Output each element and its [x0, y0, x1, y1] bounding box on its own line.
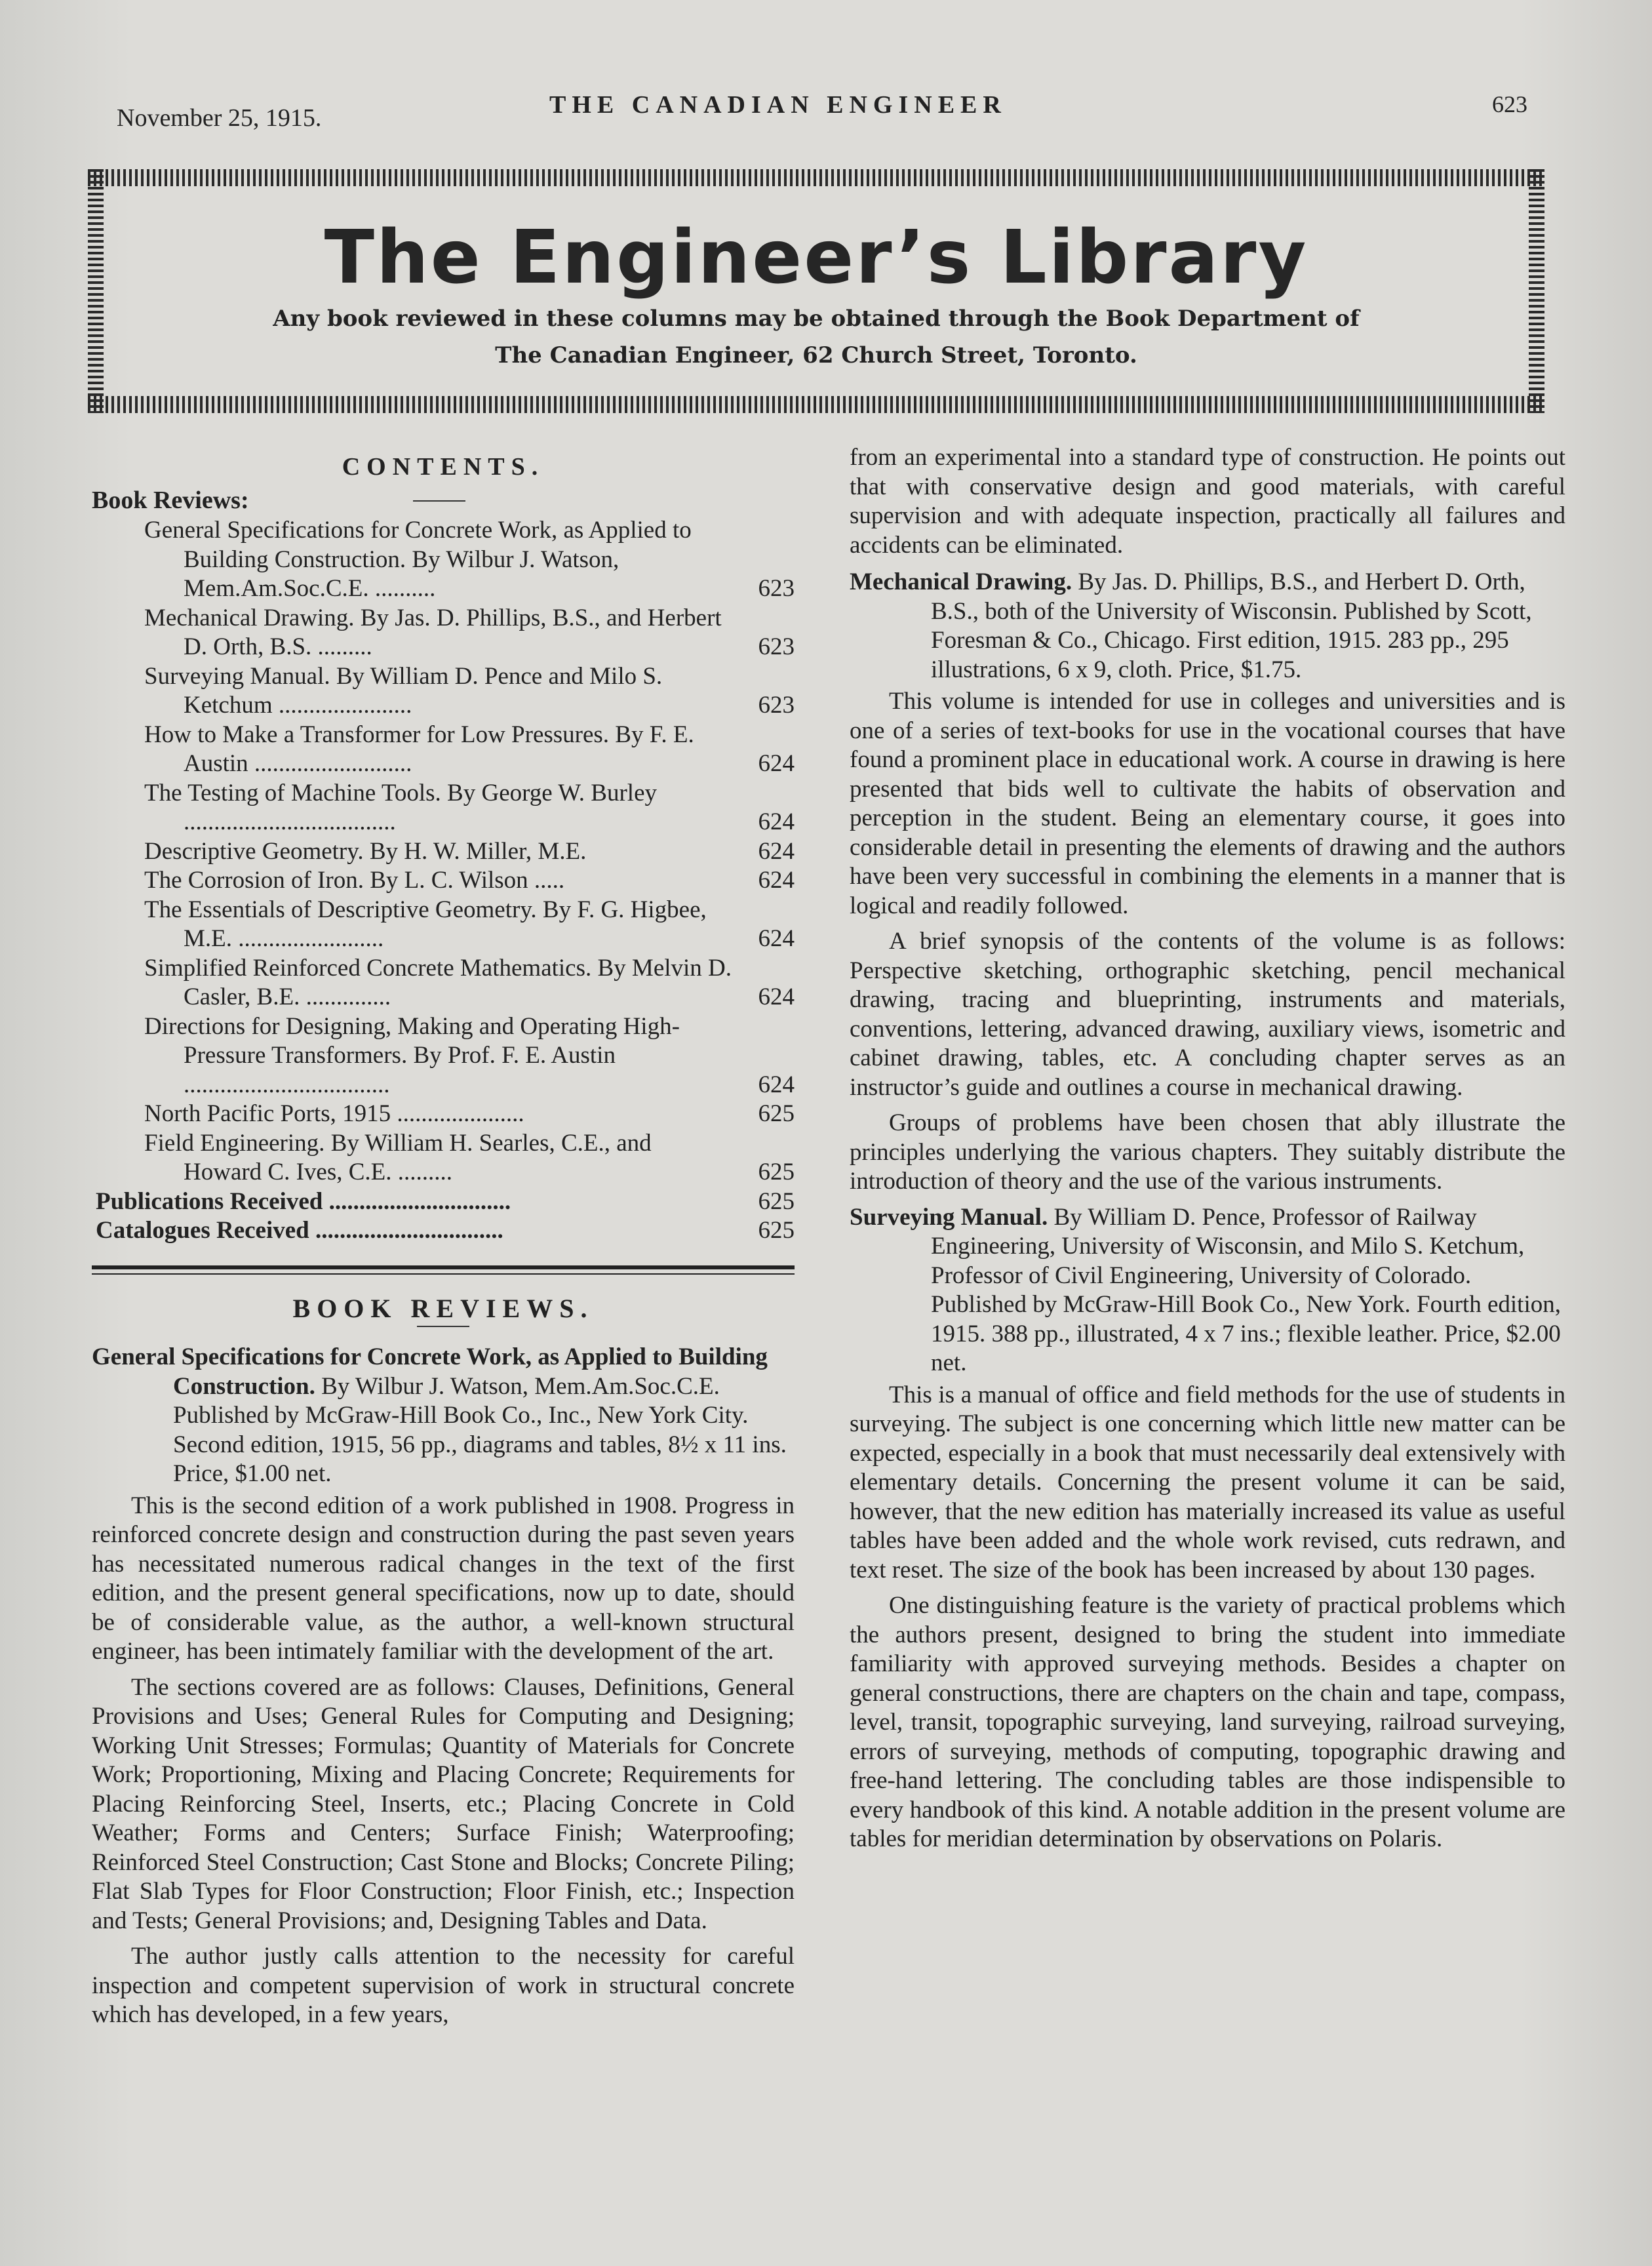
toc-entry	[92, 1129, 795, 1187]
toc-entry	[92, 896, 795, 954]
review-paragraph: One distinguishing feature is the variety of practical problems which the authors present, designed to bring the student into immediate familiarity with approved surveying methods. Besides a chapter on general constructions, there are chapters on the chain and tape, compass, level, transit, topographic surveying, land surveying, railroad surveying, errors of surveying, methods of computing, topographic drawing and free-hand lettering. The concluding tables are those indispensible to every handbook of this kind. A notable addition in the present volume are tables for meridian determination by observations on Polaris.	[850, 1592, 1565, 1852]
review-concrete-header	[92, 1343, 795, 1489]
review-paragraph-continued: from an experimental into a standard type of construction. He points out that with conservative design and good materials, with careful supervision and with adequate inspection, practically all failures and accidents can be eliminated.	[850, 444, 1565, 559]
masthead-subtitle-line1: Any book reviewed in these columns may be obtained through the Book Department of	[273, 306, 1360, 332]
toc-entry-title: General Specifications for Concrete Work, as Applied to Building Construction. By Wilbur J. Watson, Mem.Am.Soc.C.E. ..........	[144, 517, 692, 602]
toc-entry	[92, 721, 795, 779]
masthead-border-bottom	[88, 396, 1544, 413]
toc-entry-page: 623	[758, 633, 795, 660]
toc-entry	[92, 779, 795, 837]
review-details: By William D. Pence, Professor of Railway Engineering, University of Wisconsin, and Milo S. Ketchum, Professor of Civil Engineering, University of Colorado. Published by McGraw-Hill Book Co., New York. Fourth edition, 1915. 388 pp., illustrated, 4 x 7 ins.; flexible leather. Price, $2.00 net.	[931, 1203, 1561, 1376]
review-details: By Jas. D. Phillips, B.S., and Herbert D. Orth, B.S., both of the University of Wisconsin. Published by Scott, Foresman & Co., Chicago. First edition, 1915. 283 pp., 295 illustrations, 6 x 9, cloth. Price, $1.75.	[931, 568, 1532, 683]
toc-entry-title: The Corrosion of Iron. By L. C. Wilson .....	[144, 867, 565, 894]
review-surveying-header	[850, 1203, 1565, 1378]
contents-group-label: Book Reviews:	[92, 486, 249, 514]
toc-entry-title: Publications Received ..............................	[96, 1187, 511, 1215]
review-paragraph: This volume is intended for use in colleges and universities and is one of a series of text-books for use in the vocational courses that have found a prominent place in educational work. A course in drawing is here presented that bids well to cultivate the habits of observation and perception in the student. Being an elementary course, it goes into considerable detail in presenting the elements of drawing and the authors have been very successful in combining the elements in a manner that is logical and readily followed.	[850, 688, 1565, 919]
masthead-border-top	[88, 169, 1544, 186]
review-paragraph: This is the second edition of a work published in 1908. Progress in reinforced concrete design and construction during the past seven years has necessitated numerous radical changes in the text of the first edition, and the present general specifications, now up to date, should be of considerable value, as the author, a well-known structural engineer, has been intimately familiar with the development of the art.	[92, 1492, 795, 1665]
toc-entry-catalogues	[92, 1216, 795, 1246]
journal-title: THE CANADIAN ENGINEER	[549, 91, 1007, 119]
toc-entry-title: Directions for Designing, Making and Operating High-Pressure Transformers. By Prof. F. E. Austin ..................................	[144, 1012, 680, 1098]
toc-entry	[92, 604, 795, 662]
toc-entry	[92, 1012, 795, 1100]
toc-entry-title: Simplified Reinforced Concrete Mathematics. By Melvin D. Casler, B.E. ..............	[144, 954, 732, 1010]
toc-entry-title: The Essentials of Descriptive Geometry. By F. G. Higbee, M.E. ........................	[144, 896, 707, 952]
toc-entry-publications	[92, 1187, 795, 1217]
review-title: Surveying Manual.	[850, 1203, 1048, 1231]
review-paragraph: Groups of problems have been chosen that ably illustrate the principles underlying the various chapters. They suitably distribute the introduction of theory and the use of the various instruments.	[850, 1109, 1565, 1195]
contents-heading: CONTENTS.	[342, 453, 545, 481]
toc-entry-title: Descriptive Geometry. By H. W. Miller, M.E.	[144, 837, 587, 865]
review-title: General Specifications for Concrete Work, as Applied to Building Construction.	[92, 1343, 768, 1400]
toc-entry-title: The Testing of Machine Tools. By George W. Burley ...................................	[144, 779, 658, 835]
right-column	[850, 443, 1565, 1861]
masthead-box	[88, 169, 1544, 413]
toc-entry-page: 624	[758, 925, 795, 952]
toc-entry	[92, 837, 795, 867]
toc-entry	[92, 866, 795, 896]
toc-entry-title: Mechanical Drawing. By Jas. D. Phillips, B.S., and Herbert D. Orth, B.S. .........	[144, 604, 722, 660]
toc-entry	[92, 516, 795, 604]
section-divider	[92, 1265, 795, 1275]
page-number: 623	[1492, 91, 1527, 117]
toc-entry-page: 625	[758, 1187, 795, 1215]
contents-rule	[413, 500, 465, 516]
toc-entry-title: Field Engineering. By William H. Searles, C.E., and Howard C. Ives, C.E. .........	[144, 1129, 652, 1185]
left-column	[92, 452, 795, 2037]
review-paragraph: This is a manual of office and field methods for the use of students in surveying. The subject is one concerning which little new matter can be expected, especially in a book that must necessarily deal extensively with elementary details. Concerning the present volume it can be said, however, that the new edition has materially increased its value as useful tables have been added and the whole work revised, cuts redrawn, and text reset. The size of the book has been increased by about 130 pages.	[850, 1381, 1565, 1583]
toc-entry-page: 624	[758, 1071, 795, 1098]
toc-entry-page: 624	[758, 984, 795, 1010]
toc-entry-page: 625	[758, 1100, 795, 1127]
masthead-subtitle	[88, 300, 1544, 374]
toc-entry-page: 624	[758, 808, 795, 835]
toc-entry-page: 623	[758, 692, 795, 719]
toc-entry-page: 624	[758, 750, 795, 777]
toc-entry-title: Surveying Manual. By William D. Pence and Milo S. Ketchum ......................	[144, 662, 663, 719]
toc-entry-page: 625	[758, 1217, 795, 1244]
toc-entry	[92, 954, 795, 1012]
toc-entry-page: 624	[758, 837, 795, 865]
review-title: Mechanical Drawing.	[850, 568, 1072, 595]
review-paragraph: A brief synopsis of the contents of the volume is as follows: Perspective sketching, orthographic sketching, pencil mechanical drawing, tracing and blueprinting, instruments and materials, conventions, lettering, advanced drawing, auxiliary views, isometric and cabinet drawing, tables, etc. A concluding chapter serves as an instructor’s guide and outlines a course in mechanical drawing.	[850, 928, 1565, 1101]
toc-entry-title: How to Make a Transformer for Low Pressures. By F. E. Austin ..........................	[144, 721, 694, 777]
running-head	[117, 85, 1527, 131]
toc-entry	[92, 662, 795, 721]
toc-entry-title: North Pacific Ports, 1915 .....................	[144, 1100, 524, 1127]
book-reviews-heading: BOOK REVIEWS.	[292, 1293, 594, 1323]
heading-rule	[417, 1326, 469, 1327]
review-details: By Wilbur J. Watson, Mem.Am.Soc.C.E. Published by McGraw-Hill Book Co., Inc., New York City. Second edition, 1915, 56 pp., diagrams and tables, 8½ x 11 ins. Price, $1.00 net.	[173, 1372, 787, 1487]
issue-date: November 25, 1915.	[117, 104, 322, 132]
masthead-subtitle-line2: The Canadian Engineer, 62 Church Street, Toronto.	[495, 342, 1137, 368]
toc-entry-page: 625	[758, 1159, 795, 1185]
review-paragraph: The sections covered are as follows: Clauses, Definitions, General Provisions and Uses; General Rules for Computing and Designing; Working Unit Stresses; Formulas; Quantity of Materials for Concrete Work; Proportioning, Mixing and Placing Concrete; Requirements for Placing Reinforcing Steel, Inserts, etc.; Placing Concrete in Cold Weather; Forms and Centers; Surface Finish; Waterproofing; Reinforced Steel Construction; Cast Stone and Blocks; Concrete Piling; Flat Slab Types for Floor Construction; Floor Finish, etc.; Inspection and Tests; General Provisions; and, Designing Tables and Data.	[92, 1673, 795, 1934]
section-title: The Engineer’s Library	[324, 215, 1308, 300]
review-drawing-header	[850, 568, 1565, 685]
toc-entry-title: Catalogues Received ...............................	[96, 1217, 503, 1244]
toc-entry-page: 624	[758, 867, 795, 894]
toc-entry	[92, 1100, 795, 1129]
toc-entry-page: 623	[758, 575, 795, 602]
review-paragraph: The author justly calls attention to the necessity for careful inspection and competent supervision of work in structural concrete which has developed, in a few years,	[92, 1943, 795, 2028]
